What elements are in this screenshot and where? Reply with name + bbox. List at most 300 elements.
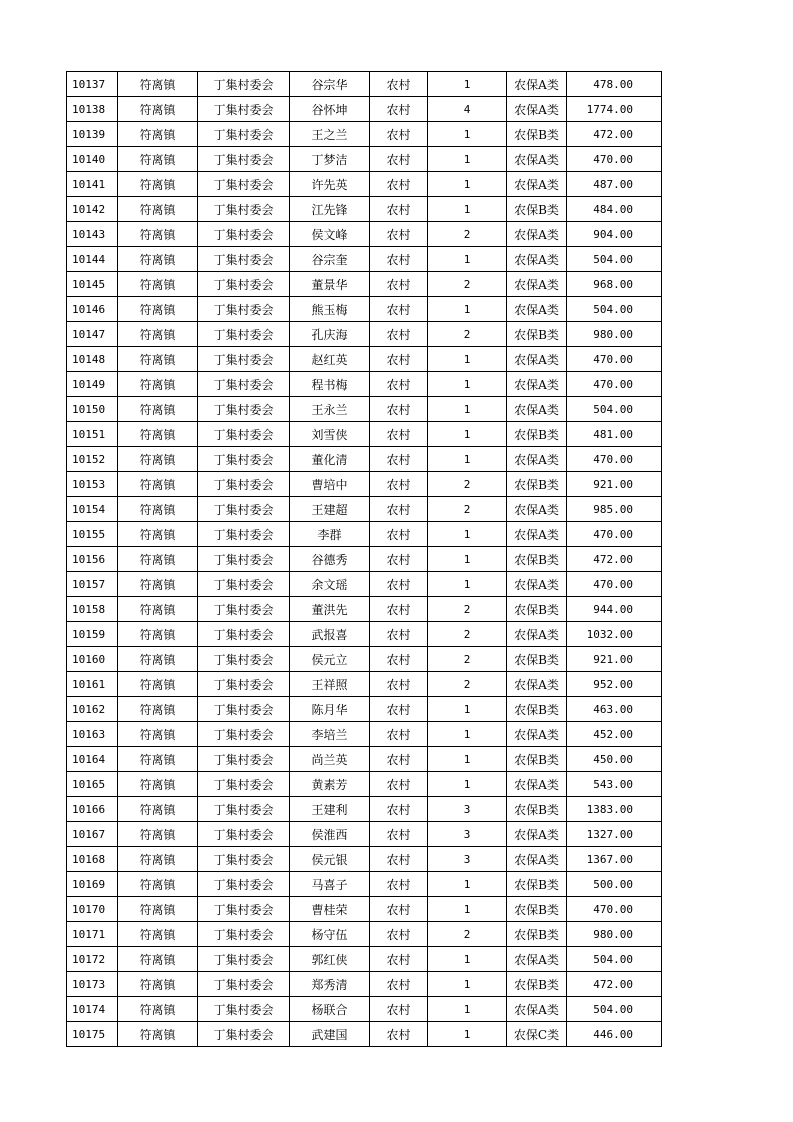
table-row [67,422,662,447]
person-name-cell: 王之兰 [290,122,370,147]
town-cell: 符离镇 [118,422,198,447]
town-cell: 符离镇 [118,1022,198,1047]
insurance-category-cell: 农保B类 [507,697,567,722]
town-cell: 符离镇 [118,872,198,897]
record-id-cell: 10137 [67,72,118,97]
amount-cell: 1383.00 [567,797,662,822]
amount-cell: 463.00 [567,697,662,722]
member-count-cell: 1 [428,697,507,722]
town-cell: 符离镇 [118,722,198,747]
insurance-category-cell: 农保A类 [507,72,567,97]
town-cell: 符离镇 [118,972,198,997]
member-count-cell: 1 [428,872,507,897]
person-name-cell: 谷德秀 [290,547,370,572]
person-name-cell: 熊玉梅 [290,297,370,322]
household-type-cell: 农村 [370,922,428,947]
insurance-category-cell: 农保C类 [507,1022,567,1047]
member-count-cell: 1 [428,247,507,272]
table-row [67,597,662,622]
record-id-cell: 10139 [67,122,118,147]
table-row [67,147,662,172]
table-row [67,772,662,797]
member-count-cell: 1 [428,422,507,447]
town-cell: 符离镇 [118,272,198,297]
amount-cell: 968.00 [567,272,662,297]
amount-cell: 470.00 [567,147,662,172]
record-id-cell: 10147 [67,322,118,347]
town-cell: 符离镇 [118,597,198,622]
town-cell: 符离镇 [118,672,198,697]
town-cell: 符离镇 [118,497,198,522]
table-row [67,547,662,572]
member-count-cell: 1 [428,997,507,1022]
household-type-cell: 农村 [370,947,428,972]
member-count-cell: 2 [428,647,507,672]
record-id-cell: 10144 [67,247,118,272]
member-count-cell: 2 [428,222,507,247]
record-id-cell: 10167 [67,822,118,847]
amount-cell: 1367.00 [567,847,662,872]
village-committee-cell: 丁集村委会 [198,872,290,897]
person-name-cell: 赵红英 [290,347,370,372]
village-committee-cell: 丁集村委会 [198,322,290,347]
household-type-cell: 农村 [370,247,428,272]
household-type-cell: 农村 [370,447,428,472]
insurance-category-cell: 农保A类 [507,397,567,422]
insurance-category-cell: 农保A类 [507,497,567,522]
town-cell: 符离镇 [118,197,198,222]
amount-cell: 470.00 [567,447,662,472]
town-cell: 符离镇 [118,822,198,847]
amount-cell: 472.00 [567,972,662,997]
record-id-cell: 10160 [67,647,118,672]
person-name-cell: 余文瑶 [290,572,370,597]
village-committee-cell: 丁集村委会 [198,72,290,97]
member-count-cell: 3 [428,822,507,847]
record-id-cell: 10169 [67,872,118,897]
town-cell: 符离镇 [118,772,198,797]
town-cell: 符离镇 [118,372,198,397]
household-type-cell: 农村 [370,297,428,322]
village-committee-cell: 丁集村委会 [198,147,290,172]
record-id-cell: 10164 [67,747,118,772]
table-row [67,672,662,697]
person-name-cell: 马喜子 [290,872,370,897]
member-count-cell: 1 [428,122,507,147]
town-cell: 符离镇 [118,122,198,147]
member-count-cell: 2 [428,472,507,497]
table-row [67,72,662,97]
town-cell: 符离镇 [118,522,198,547]
household-type-cell: 农村 [370,747,428,772]
town-cell: 符离镇 [118,547,198,572]
record-id-cell: 10150 [67,397,118,422]
household-type-cell: 农村 [370,147,428,172]
member-count-cell: 1 [428,972,507,997]
amount-cell: 450.00 [567,747,662,772]
amount-cell: 487.00 [567,172,662,197]
amount-cell: 504.00 [567,297,662,322]
table-row [67,247,662,272]
amount-cell: 1327.00 [567,822,662,847]
person-name-cell: 谷宗奎 [290,247,370,272]
village-committee-cell: 丁集村委会 [198,622,290,647]
amount-cell: 985.00 [567,497,662,522]
record-id-cell: 10138 [67,97,118,122]
table-row [67,447,662,472]
household-type-cell: 农村 [370,222,428,247]
record-id-cell: 10172 [67,947,118,972]
household-type-cell: 农村 [370,97,428,122]
village-committee-cell: 丁集村委会 [198,172,290,197]
benefit-table [66,71,662,1047]
amount-cell: 452.00 [567,722,662,747]
insurance-category-cell: 农保A类 [507,447,567,472]
person-name-cell: 刘雪侠 [290,422,370,447]
insurance-category-cell: 农保A类 [507,97,567,122]
town-cell: 符离镇 [118,347,198,372]
table-row [67,872,662,897]
table-row [67,722,662,747]
person-name-cell: 曹培中 [290,472,370,497]
amount-cell: 504.00 [567,247,662,272]
member-count-cell: 1 [428,947,507,972]
household-type-cell: 农村 [370,422,428,447]
village-committee-cell: 丁集村委会 [198,222,290,247]
person-name-cell: 董洪先 [290,597,370,622]
member-count-cell: 3 [428,847,507,872]
household-type-cell: 农村 [370,347,428,372]
town-cell: 符离镇 [118,747,198,772]
record-id-cell: 10145 [67,272,118,297]
record-id-cell: 10157 [67,572,118,597]
village-committee-cell: 丁集村委会 [198,797,290,822]
household-type-cell: 农村 [370,72,428,97]
record-id-cell: 10166 [67,797,118,822]
member-count-cell: 1 [428,722,507,747]
town-cell: 符离镇 [118,797,198,822]
member-count-cell: 1 [428,172,507,197]
record-id-cell: 10140 [67,147,118,172]
person-name-cell: 郭红侠 [290,947,370,972]
member-count-cell: 2 [428,622,507,647]
amount-cell: 980.00 [567,922,662,947]
town-cell: 符离镇 [118,897,198,922]
table-row [67,697,662,722]
village-committee-cell: 丁集村委会 [198,972,290,997]
insurance-category-cell: 农保A类 [507,247,567,272]
village-committee-cell: 丁集村委会 [198,922,290,947]
amount-cell: 1774.00 [567,97,662,122]
record-id-cell: 10148 [67,347,118,372]
household-type-cell: 农村 [370,397,428,422]
household-type-cell: 农村 [370,472,428,497]
member-count-cell: 1 [428,397,507,422]
village-committee-cell: 丁集村委会 [198,847,290,872]
person-name-cell: 侯文峰 [290,222,370,247]
village-committee-cell: 丁集村委会 [198,947,290,972]
household-type-cell: 农村 [370,497,428,522]
village-committee-cell: 丁集村委会 [198,597,290,622]
table-row [67,822,662,847]
table-row [67,522,662,547]
member-count-cell: 2 [428,322,507,347]
town-cell: 符离镇 [118,247,198,272]
person-name-cell: 曹桂荣 [290,897,370,922]
insurance-category-cell: 农保B类 [507,922,567,947]
household-type-cell: 农村 [370,697,428,722]
village-committee-cell: 丁集村委会 [198,97,290,122]
person-name-cell: 郑秀清 [290,972,370,997]
amount-cell: 944.00 [567,597,662,622]
person-name-cell: 侯元银 [290,847,370,872]
table-row [67,622,662,647]
village-committee-cell: 丁集村委会 [198,772,290,797]
insurance-category-cell: 农保A类 [507,347,567,372]
table-row [67,272,662,297]
table-row [67,647,662,672]
amount-cell: 472.00 [567,547,662,572]
amount-cell: 470.00 [567,372,662,397]
town-cell: 符离镇 [118,147,198,172]
amount-cell: 1032.00 [567,622,662,647]
person-name-cell: 李群 [290,522,370,547]
amount-cell: 484.00 [567,197,662,222]
person-name-cell: 武建国 [290,1022,370,1047]
amount-cell: 543.00 [567,772,662,797]
table-body [67,72,662,1047]
town-cell: 符离镇 [118,322,198,347]
member-count-cell: 1 [428,572,507,597]
table-row [67,797,662,822]
village-committee-cell: 丁集村委会 [198,122,290,147]
town-cell: 符离镇 [118,472,198,497]
insurance-category-cell: 农保B类 [507,897,567,922]
amount-cell: 478.00 [567,72,662,97]
town-cell: 符离镇 [118,947,198,972]
household-type-cell: 农村 [370,822,428,847]
person-name-cell: 李培兰 [290,722,370,747]
person-name-cell: 尚兰英 [290,747,370,772]
table-row [67,472,662,497]
town-cell: 符离镇 [118,997,198,1022]
insurance-category-cell: 农保B类 [507,872,567,897]
insurance-category-cell: 农保B类 [507,797,567,822]
member-count-cell: 2 [428,272,507,297]
person-name-cell: 王永兰 [290,397,370,422]
village-committee-cell: 丁集村委会 [198,547,290,572]
record-id-cell: 10159 [67,622,118,647]
table-row [67,297,662,322]
person-name-cell: 侯元立 [290,647,370,672]
household-type-cell: 农村 [370,547,428,572]
village-committee-cell: 丁集村委会 [198,572,290,597]
household-type-cell: 农村 [370,597,428,622]
table-row [67,397,662,422]
record-id-cell: 10174 [67,997,118,1022]
record-id-cell: 10170 [67,897,118,922]
village-committee-cell: 丁集村委会 [198,472,290,497]
insurance-category-cell: 农保A类 [507,522,567,547]
insurance-category-cell: 农保B类 [507,322,567,347]
insurance-category-cell: 农保A类 [507,722,567,747]
amount-cell: 904.00 [567,222,662,247]
person-name-cell: 王建利 [290,797,370,822]
table-row [67,572,662,597]
village-committee-cell: 丁集村委会 [198,397,290,422]
village-committee-cell: 丁集村委会 [198,247,290,272]
insurance-category-cell: 农保A类 [507,622,567,647]
table-row [67,97,662,122]
household-type-cell: 农村 [370,522,428,547]
table-row [67,747,662,772]
insurance-category-cell: 农保A类 [507,572,567,597]
household-type-cell: 农村 [370,997,428,1022]
amount-cell: 504.00 [567,997,662,1022]
household-type-cell: 农村 [370,972,428,997]
record-id-cell: 10163 [67,722,118,747]
record-id-cell: 10155 [67,522,118,547]
village-committee-cell: 丁集村委会 [198,1022,290,1047]
member-count-cell: 1 [428,547,507,572]
person-name-cell: 谷怀坤 [290,97,370,122]
member-count-cell: 1 [428,447,507,472]
table-row [67,372,662,397]
insurance-category-cell: 农保A类 [507,947,567,972]
member-count-cell: 1 [428,297,507,322]
insurance-category-cell: 农保B类 [507,547,567,572]
record-id-cell: 10146 [67,297,118,322]
household-type-cell: 农村 [370,272,428,297]
amount-cell: 470.00 [567,522,662,547]
amount-cell: 921.00 [567,472,662,497]
record-id-cell: 10153 [67,472,118,497]
person-name-cell: 武报喜 [290,622,370,647]
amount-cell: 980.00 [567,322,662,347]
member-count-cell: 2 [428,597,507,622]
insurance-category-cell: 农保B类 [507,647,567,672]
household-type-cell: 农村 [370,672,428,697]
member-count-cell: 2 [428,922,507,947]
member-count-cell: 1 [428,772,507,797]
record-id-cell: 10143 [67,222,118,247]
town-cell: 符离镇 [118,397,198,422]
record-id-cell: 10158 [67,597,118,622]
member-count-cell: 3 [428,797,507,822]
insurance-category-cell: 农保A类 [507,847,567,872]
amount-cell: 472.00 [567,122,662,147]
insurance-category-cell: 农保A类 [507,272,567,297]
person-name-cell: 江先锋 [290,197,370,222]
member-count-cell: 1 [428,747,507,772]
amount-cell: 952.00 [567,672,662,697]
insurance-category-cell: 农保A类 [507,147,567,172]
person-name-cell: 谷宗华 [290,72,370,97]
village-committee-cell: 丁集村委会 [198,697,290,722]
record-id-cell: 10154 [67,497,118,522]
member-count-cell: 1 [428,897,507,922]
person-name-cell: 王建超 [290,497,370,522]
amount-cell: 504.00 [567,947,662,972]
town-cell: 符离镇 [118,647,198,672]
village-committee-cell: 丁集村委会 [198,197,290,222]
town-cell: 符离镇 [118,222,198,247]
table-row [67,172,662,197]
table-row [67,222,662,247]
household-type-cell: 农村 [370,847,428,872]
member-count-cell: 1 [428,347,507,372]
amount-cell: 921.00 [567,647,662,672]
village-committee-cell: 丁集村委会 [198,722,290,747]
household-type-cell: 农村 [370,722,428,747]
member-count-cell: 1 [428,522,507,547]
record-id-cell: 10152 [67,447,118,472]
insurance-category-cell: 农保B类 [507,422,567,447]
person-name-cell: 杨联合 [290,997,370,1022]
village-committee-cell: 丁集村委会 [198,997,290,1022]
village-committee-cell: 丁集村委会 [198,522,290,547]
insurance-category-cell: 农保B类 [507,747,567,772]
village-committee-cell: 丁集村委会 [198,747,290,772]
person-name-cell: 陈月华 [290,697,370,722]
household-type-cell: 农村 [370,797,428,822]
member-count-cell: 1 [428,372,507,397]
household-type-cell: 农村 [370,572,428,597]
person-name-cell: 丁梦洁 [290,147,370,172]
village-committee-cell: 丁集村委会 [198,672,290,697]
village-committee-cell: 丁集村委会 [198,497,290,522]
record-id-cell: 10141 [67,172,118,197]
table-row [67,972,662,997]
household-type-cell: 农村 [370,322,428,347]
insurance-category-cell: 农保A类 [507,372,567,397]
village-committee-cell: 丁集村委会 [198,297,290,322]
amount-cell: 470.00 [567,572,662,597]
amount-cell: 470.00 [567,897,662,922]
town-cell: 符离镇 [118,622,198,647]
household-type-cell: 农村 [370,197,428,222]
member-count-cell: 2 [428,672,507,697]
household-type-cell: 农村 [370,897,428,922]
member-count-cell: 1 [428,1022,507,1047]
record-id-cell: 10156 [67,547,118,572]
village-committee-cell: 丁集村委会 [198,347,290,372]
amount-cell: 500.00 [567,872,662,897]
table-row [67,347,662,372]
table-row [67,322,662,347]
insurance-category-cell: 农保B类 [507,472,567,497]
person-name-cell: 董化清 [290,447,370,472]
insurance-category-cell: 农保B类 [507,972,567,997]
household-type-cell: 农村 [370,122,428,147]
village-committee-cell: 丁集村委会 [198,447,290,472]
member-count-cell: 1 [428,147,507,172]
table-row [67,897,662,922]
record-id-cell: 10165 [67,772,118,797]
person-name-cell: 黄素芳 [290,772,370,797]
record-id-cell: 10162 [67,697,118,722]
town-cell: 符离镇 [118,697,198,722]
amount-cell: 504.00 [567,397,662,422]
insurance-category-cell: 农保A类 [507,297,567,322]
household-type-cell: 农村 [370,172,428,197]
household-type-cell: 农村 [370,872,428,897]
member-count-cell: 1 [428,72,507,97]
town-cell: 符离镇 [118,172,198,197]
record-id-cell: 10175 [67,1022,118,1047]
record-id-cell: 10171 [67,922,118,947]
member-count-cell: 4 [428,97,507,122]
